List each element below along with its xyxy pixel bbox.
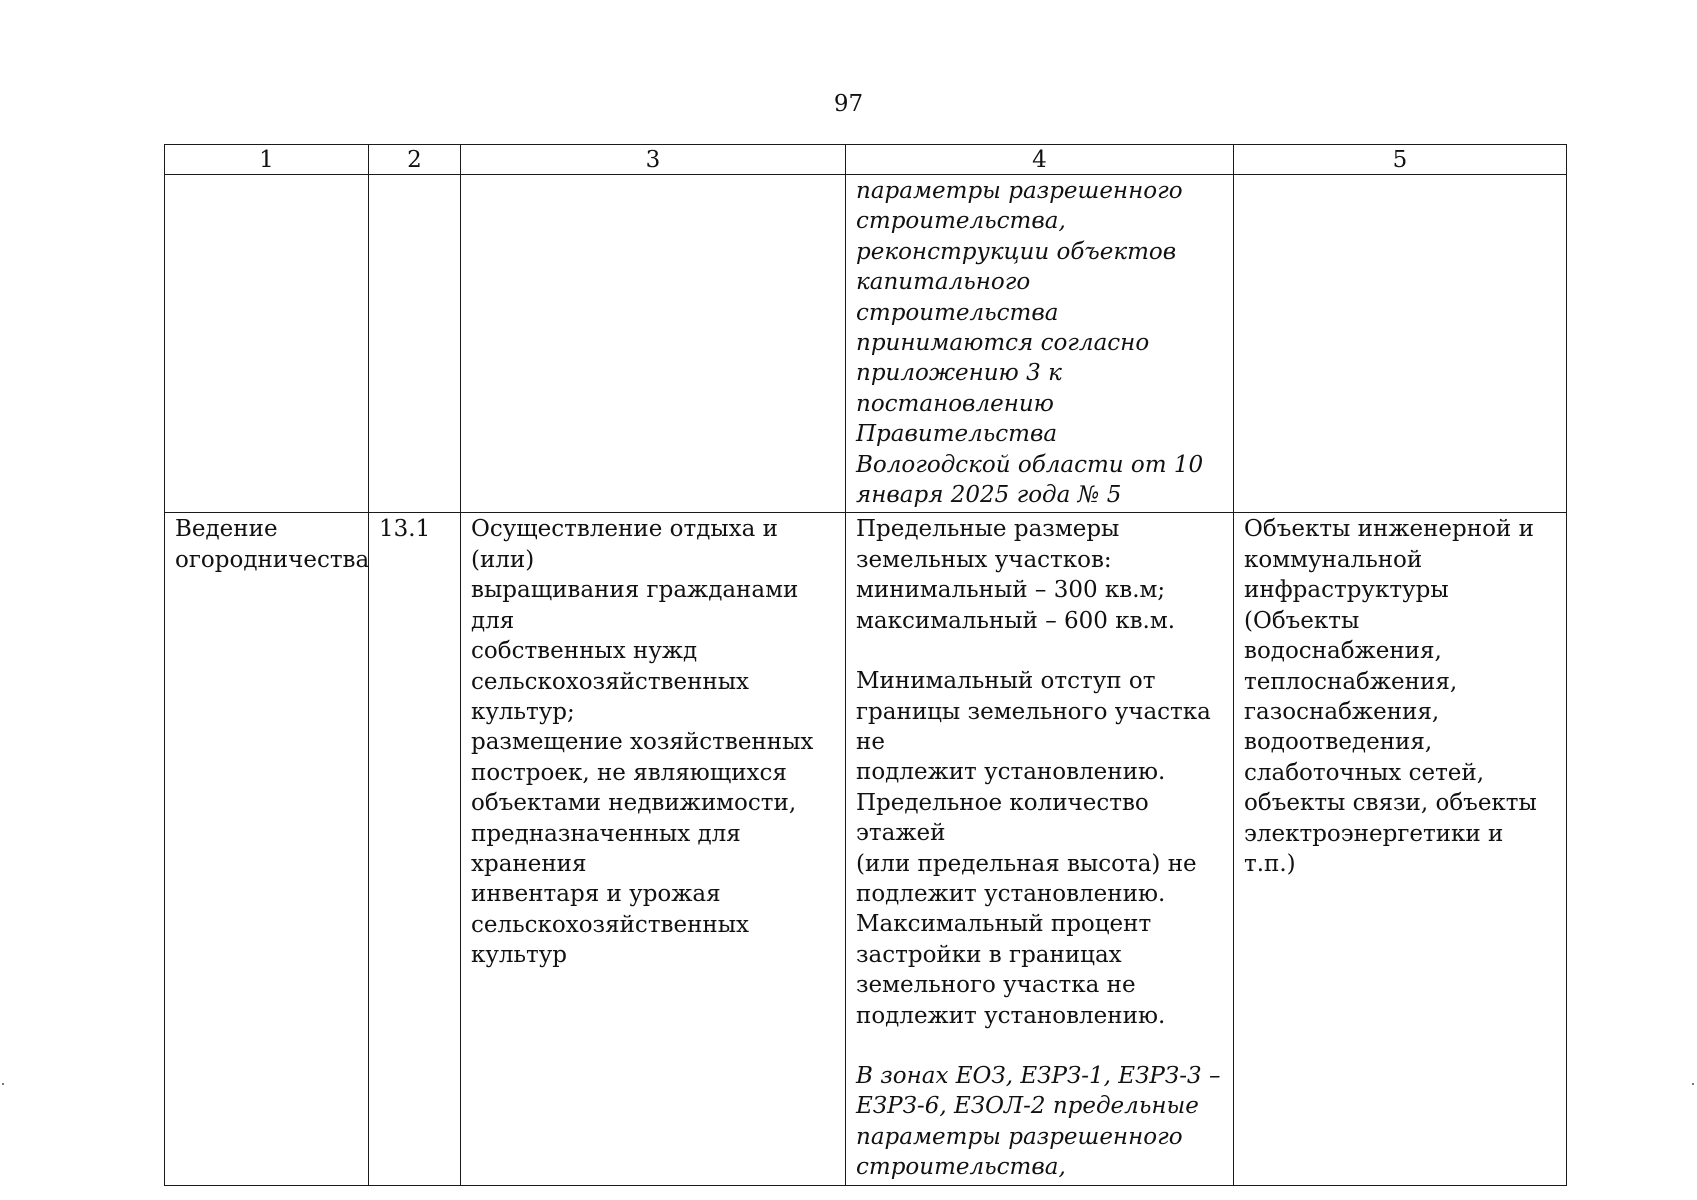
paragraph-gap: [856, 1031, 1225, 1061]
header-col-5: 5: [1234, 145, 1567, 175]
paragraph-gap: [856, 636, 1225, 666]
land-use-type-cell: [165, 513, 369, 1185]
scan-artifact-left: [2, 1083, 4, 1085]
land-use-type-text: Ведение огородничества: [175, 516, 370, 573]
header-col-1: 1: [165, 145, 369, 175]
table-row-gardening: [165, 513, 1567, 1185]
cont-cell-col-3: [461, 175, 846, 513]
code-text: 13.1: [379, 516, 431, 543]
scan-artifact-right: [1692, 1083, 1694, 1085]
cont-cell-col-4: [846, 175, 1234, 513]
cont-cell-col-5: [1234, 175, 1567, 513]
header-col-4: 4: [846, 145, 1234, 175]
plot-size-limits-text: Предельные размеры земельных участков: минимальный – 300 кв.м; максимальный – 600 кв.м.: [856, 516, 1176, 634]
header-row: [165, 145, 1567, 175]
header-col-3: 3: [461, 145, 846, 175]
cont-cell-col-2: [369, 175, 461, 513]
cont-cell-col-1: [165, 175, 369, 513]
description-cell: [461, 513, 846, 1185]
infrastructure-cell: [1234, 513, 1567, 1185]
cont-parameters-text: параметры разрешенного строительства, реконструкции объектов капитального строительства принимаются согласно приложению 3 к постановлению Правительства Вологодской области от 10 января 2025 года № 5: [856, 178, 1204, 509]
limits-cell: [846, 513, 1234, 1185]
table-row-continuation: [165, 175, 1567, 513]
code-cell: [369, 513, 461, 1185]
page-number: 97: [833, 91, 864, 117]
infrastructure-text: Объекты инженерной и коммунальной инфраструктуры (Объекты водоснабжения, теплоснабжения, газоснабжения, водоотведения, слаботочных сетей, объекты связи, объекты электроэнергетики и т.п.): [1244, 516, 1537, 877]
header-col-2: 2: [369, 145, 461, 175]
description-text: Осуществление отдыха и (или) выращивания гражданами для собственных нужд сельскохозяйственных культур; размещение хозяйственных построек, не являющихся объектами недвижимости, предназначенных для хранения инвентаря и урожая сельскохозяйственных культур: [471, 516, 814, 969]
zones-note-text: В зонах ЕОЗ, ЕЗРЗ-1, ЕЗРЗ-3 – ЕЗРЗ-6, ЕЗОЛ-2 предельные параметры разрешенного строительства,: [856, 1062, 1221, 1181]
setback-limits-text: Минимальный отступ от границы земельного участка не подлежит установлению. Предельное количество этажей (или предельная высота) не подлежит установлению. Максимальный процент застройки в границах земельного участка не подлежит установлению.: [856, 668, 1211, 1029]
regulations-table: [164, 144, 1567, 1186]
